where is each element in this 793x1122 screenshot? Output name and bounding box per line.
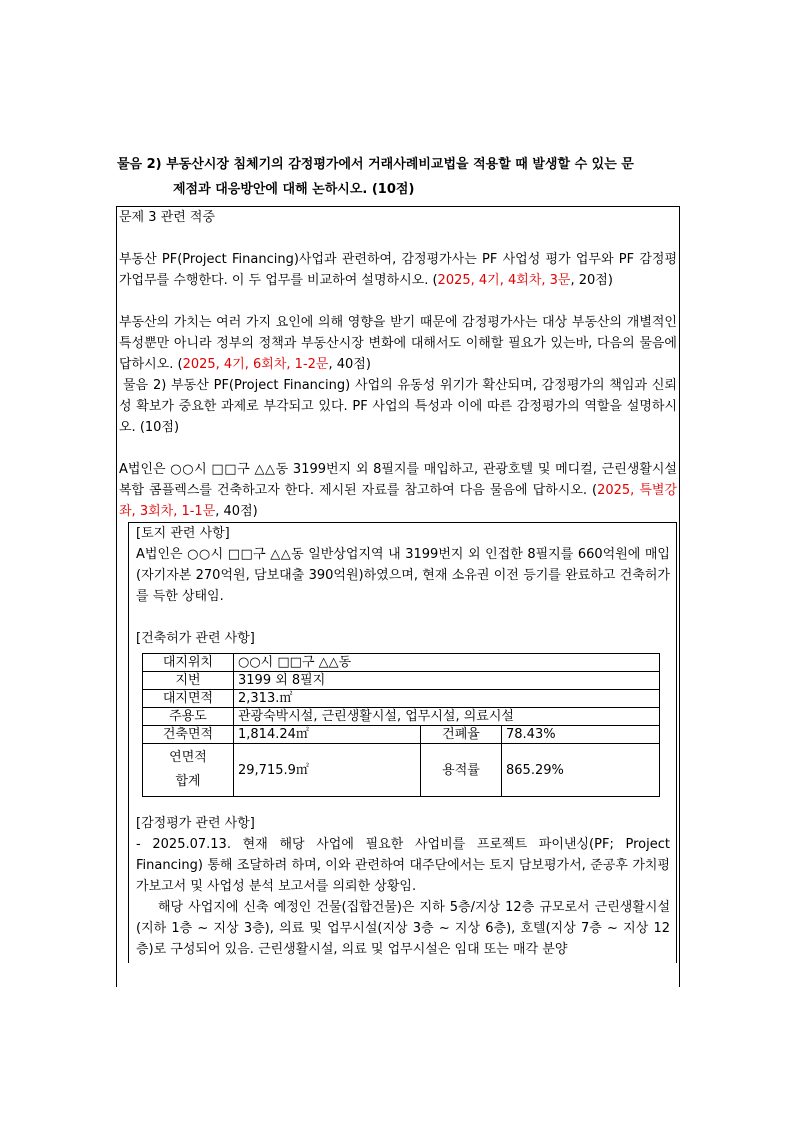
item-2: 부동산의 가치는 여러 가지 요인에 의해 영향을 받기 때문에 감정평가사는 대상 부동산의 개별적인 특성뿐만 아니라 정부의 정책과 부동산시장 변화에 대해서도 이해할 필요가 있는바, 다음의 물음에 답하시오. (2025, 4기, 6회차, 1-2문, 40점) [119,315,677,372]
item-3-ref: 2025, 특별강좌, 3회차, 1-1문 [119,483,678,519]
table-row: 건축면적 1,814.24㎡ 건폐율 78.43% [143,726,660,744]
table-row: 연면적 합계 29,715.9㎡ 용적률 865.29% [143,744,660,797]
question-line-1: 물음 2) 부동산시장 침체기의 감정평가에서 거래사례비교법을 적용할 때 발생할 수 있는 문 [117,157,634,172]
question-line-2: 제점과 대응방안에 대해 논하시오. (10점) [173,182,415,197]
appraisal-text-2: 해당 사업지에 신축 예정인 건물(집합건물)은 지하 5층/지상 12층 규모로서 근린생활시설(지하 1층 ~ 지상 3층), 의료 및 업무시설(지상 3층 ~ 지상 6층), 호텔(지상 7층 ~ 지상 12층)로 구성되어 있음. 근린생활시설, 의료 및 업무시설은 임대 또는 매각 분양 [136,900,670,957]
table-row: 대지면적 2,313.㎡ [143,690,660,708]
box-heading: 문제 3 관련 적중 [119,210,216,225]
land-title: [토지 관련 사항] [136,526,230,541]
case-data-box [128,522,677,963]
appraisal-text-1: - 2025.07.13. 현재 해당 사업에 필요한 사업비를 프로젝트 파이낸싱(PF; Project Financing) 통해 조달하려 하며, 이와 관련하여 대주단에서는 토지 담보평가서, 준공후 가치평가보고서 및 사업성 분석 보고서를 의뢰한 상황임. [136,837,670,894]
item-2-sub: 물음 2) 부동산 PF(Project Financing) 사업의 유동성 위기가 확산되며, 감정평가의 책임과 신뢰성 확보가 중요한 과제로 부각되고 있다. PF 사업의 특성과 이에 따른 감정평가의 역할을 설명하시오. (10점) [119,378,677,435]
appraisal-title: [감정평가 관련 사항] [136,816,255,831]
permit-table [142,653,660,797]
item-1-ref: 2025, 4기, 4회차, 3문 [437,273,571,288]
table-row: 지번 3199 외 8필지 [143,672,660,690]
item-3: A법인은 ○○시 □□구 △△동 3199번지 외 8필지를 매입하고, 관광호텔 및 메디컬, 근린생활시설 복합 콤플렉스를 건축하고자 한다. 제시된 자료를 참고하여 다음 물음에 답하시오. (2025, 특별강좌, 3회차, 1-1문, 40점) [119,462,678,519]
item-2-ref: 2025, 4기, 6회차, 1-2문 [182,357,329,372]
table-row: 대지위치 ○○시 □□구 △△동 [143,654,660,672]
question-heading [117,152,680,202]
item-1: 부동산 PF(Project Financing)사업과 관련하여, 감정평가사는 PF 사업성 평가 업무와 PF 감정평가업무를 수행한다. 이 두 업무를 비교하여 설명하시오. (2025, 4기, 4회차, 3문, 20점) [119,252,677,288]
land-text: A법인은 ○○시 □□구 △△동 일반상업지역 내 3199번지 외 인접한 8필지를 660억원에 매입(자기자본 270억원, 담보대출 390억원)하였으며, 현재 소유권 이전 등기를 완료하고 건축허가를 득한 상태임. [136,547,670,604]
related-questions-box [116,206,680,987]
table-row: 주용도 관광숙박시설, 근린생활시설, 업무시설, 의료시설 [143,708,660,726]
permit-title: [건축허가 관련 사항] [136,631,255,646]
